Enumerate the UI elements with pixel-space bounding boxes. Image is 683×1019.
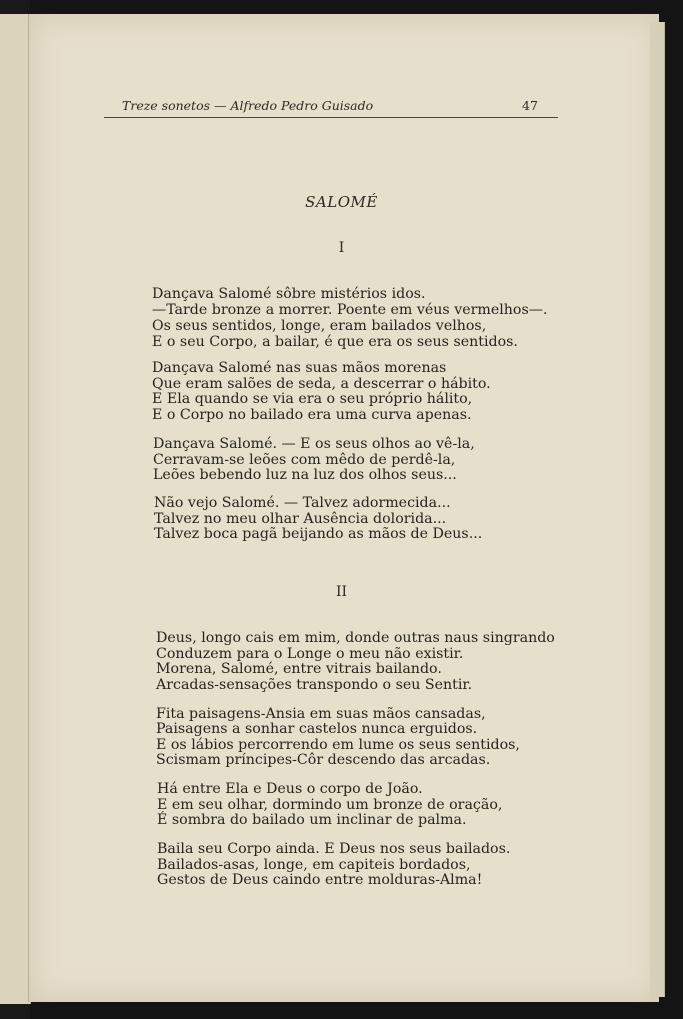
verse-line: Dançava Salomé nas suas mãos morenas xyxy=(152,360,447,376)
verse-line: —Tarde bronze a morrer. Poente em véus vermelhos—. xyxy=(152,302,548,318)
verse-line: Deus, longo cais em mim, donde outras naus singrando xyxy=(156,630,555,646)
verse-line: Cerravam-se leões com mêdo de perdê-la, xyxy=(153,452,456,468)
verse-line: Scismam príncipes-Côr descendo das arcadas. xyxy=(156,752,491,768)
section-numeral-2: II xyxy=(335,584,348,600)
verse-line: Morena, Salomé, entre vitrais bailando. xyxy=(156,661,442,677)
header-rule xyxy=(104,117,558,118)
verse-line: E em seu olhar, dormindo um bronze de oração, xyxy=(157,797,503,813)
verse-line: E Ela quando se via era o seu próprio hálito, xyxy=(152,391,473,407)
verse-line: É sombra do bailado um inclinar de palma. xyxy=(157,812,467,828)
verse-line: Paisagens a sonhar castelos nunca erguidos. xyxy=(156,721,478,737)
verse-line: Há entre Ela e Deus o corpo de João. xyxy=(157,781,423,797)
section-numeral-1: I xyxy=(338,240,345,256)
verse-line: Conduzem para o Longe o meu não existir. xyxy=(156,646,464,662)
verse-line: Baila seu Corpo ainda. E Deus nos seus bailados. xyxy=(157,841,511,857)
verse-line: Fita paisagens-Ansia em suas mãos cansadas, xyxy=(156,706,486,722)
verse-line: Gestos de Deus caindo entre molduras-Alma! xyxy=(157,872,483,888)
verse-line: Dançava Salomé sôbre mistérios idos. xyxy=(152,286,426,302)
verse-line: Não vejo Salomé. — Talvez adormecida... xyxy=(154,495,451,511)
verse-line: Dançava Salomé. — E os seus olhos ao vê-la, xyxy=(153,436,475,452)
verse-line: Arcadas-sensações transpondo o seu Sentir. xyxy=(156,677,473,693)
verse-line: E o Corpo no bailado era uma curva apenas. xyxy=(152,407,472,423)
poem-title: SALOMÉ xyxy=(305,193,378,211)
verse-line: Talvez boca pagã beijando as mãos de Deus... xyxy=(154,526,483,542)
verse-line: E o seu Corpo, a bailar, é que era os seus sentidos. xyxy=(152,334,518,350)
verse-line: E os lábios percorrendo em lume os seus sentidos, xyxy=(156,737,520,753)
running-header: Treze sonetos — Alfredo Pedro Guisado xyxy=(122,98,374,113)
verse-line: Bailados-asas, longe, em capiteis bordados, xyxy=(157,857,471,873)
previous-page-edge xyxy=(0,14,31,1004)
page-number: 47 xyxy=(522,98,538,113)
page-stack-edge xyxy=(650,22,665,997)
verse-line: Leões bebendo luz na luz dos olhos seus... xyxy=(153,467,457,483)
verse-line: Que eram salões de seda, a descerrar o hábito. xyxy=(152,376,491,392)
verse-line: Talvez no meu olhar Ausência dolorida... xyxy=(154,511,447,527)
verse-line: Os seus sentidos, longe, eram bailados velhos, xyxy=(152,318,487,334)
